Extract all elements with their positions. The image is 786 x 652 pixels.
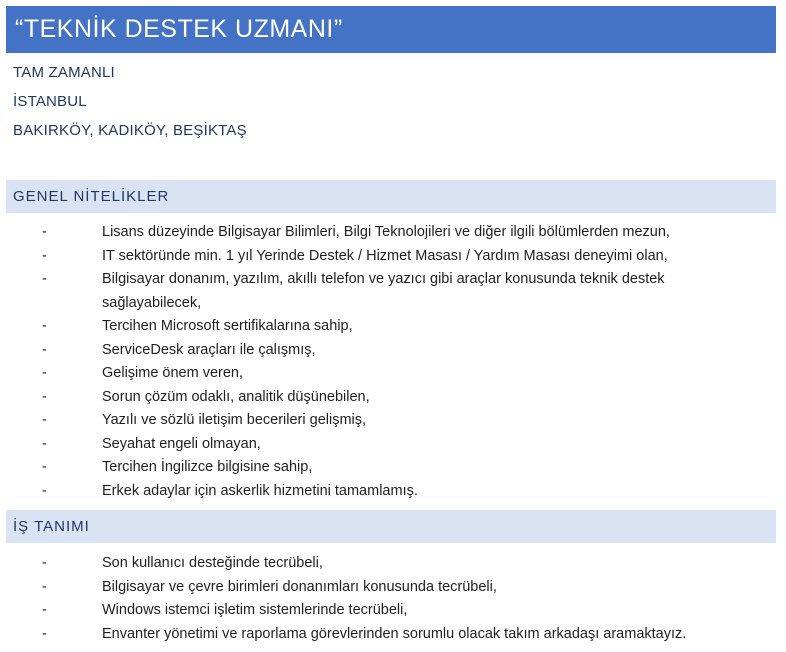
- employment-type: TAM ZAMANLI: [13, 64, 115, 81]
- list-item: - Tercihen Microsoft sertifikalarına sahip,: [0, 315, 786, 339]
- qualifications-heading: GENEL NİTELİKLER: [6, 180, 776, 213]
- bullet-dash: -: [42, 247, 47, 264]
- job-title: “TEKNİK DESTEK UZMANI”: [6, 6, 776, 53]
- bullet-dash: -: [42, 365, 47, 381]
- list-item: - Envanter yönetimi ve raporlama görevlerinden sorumlu olacak takım arkadaşı aramaktayız.: [0, 623, 786, 647]
- list-item: - Tercihen İngilizce bilgisine sahip,: [0, 456, 786, 480]
- list-item: - IT sektöründe min. 1 yıl Yerinde Destek / Hizmet Masası / Yardım Masası deneyimi olan,: [0, 245, 786, 269]
- bullet-dash: -: [42, 412, 47, 428]
- bullet-dash: -: [42, 602, 47, 618]
- job-description-heading: İŞ TANIMI: [6, 510, 776, 543]
- bullet-dash: -: [42, 625, 47, 642]
- list-item: - ServiceDesk araçları ile çalışmış,: [0, 339, 786, 363]
- list-item: - Yazılı ve sözlü iletişim becerileri gelişmiş,: [0, 409, 786, 433]
- list-item: - Gelişime önem veren,: [0, 362, 786, 386]
- list-item: - Windows istemci işletim sistemlerinde tecrübeli,: [0, 599, 786, 623]
- list-item: - Lisans düzeyinde Bilgisayar Bilimleri, Bilgi Teknolojileri ve diğer ilgili bölümlerden mezun,: [0, 221, 786, 245]
- bullet-dash: -: [42, 555, 47, 571]
- location-districts: BAKIRKÖY, KADIKÖY, BEŞİKTAŞ: [13, 122, 247, 139]
- list-item: - Erkek adaylar için askerlik hizmetini tamamlamış.: [0, 480, 786, 504]
- list-item: - Son kullanıcı desteğinde tecrübeli,: [0, 552, 786, 576]
- bullet-dash: -: [42, 224, 47, 240]
- bullet-dash: -: [42, 578, 47, 595]
- bullet-dash: -: [42, 271, 47, 287]
- list-item: - Bilgisayar donanım, yazılım, akıllı telefon ve yazıcı gibi araçlar konusunda teknik destek sağlayabilecek,: [0, 268, 786, 315]
- qualifications-list: [0, 221, 786, 503]
- location-city: İSTANBUL: [13, 93, 87, 110]
- list-item: - Sorun çözüm odaklı, analitik düşünebilen,: [0, 386, 786, 410]
- bullet-dash: -: [42, 459, 47, 475]
- bullet-dash: -: [42, 341, 47, 358]
- bullet-dash: -: [42, 482, 47, 499]
- list-item: - Seyahat engeli olmayan,: [0, 433, 786, 457]
- job-description-list: [0, 552, 786, 646]
- bullet-dash: -: [42, 435, 47, 452]
- list-item: - Bilgisayar ve çevre birimleri donanımları konusunda tecrübeli,: [0, 576, 786, 600]
- bullet-dash: -: [42, 388, 47, 405]
- bullet-dash: -: [42, 318, 47, 334]
